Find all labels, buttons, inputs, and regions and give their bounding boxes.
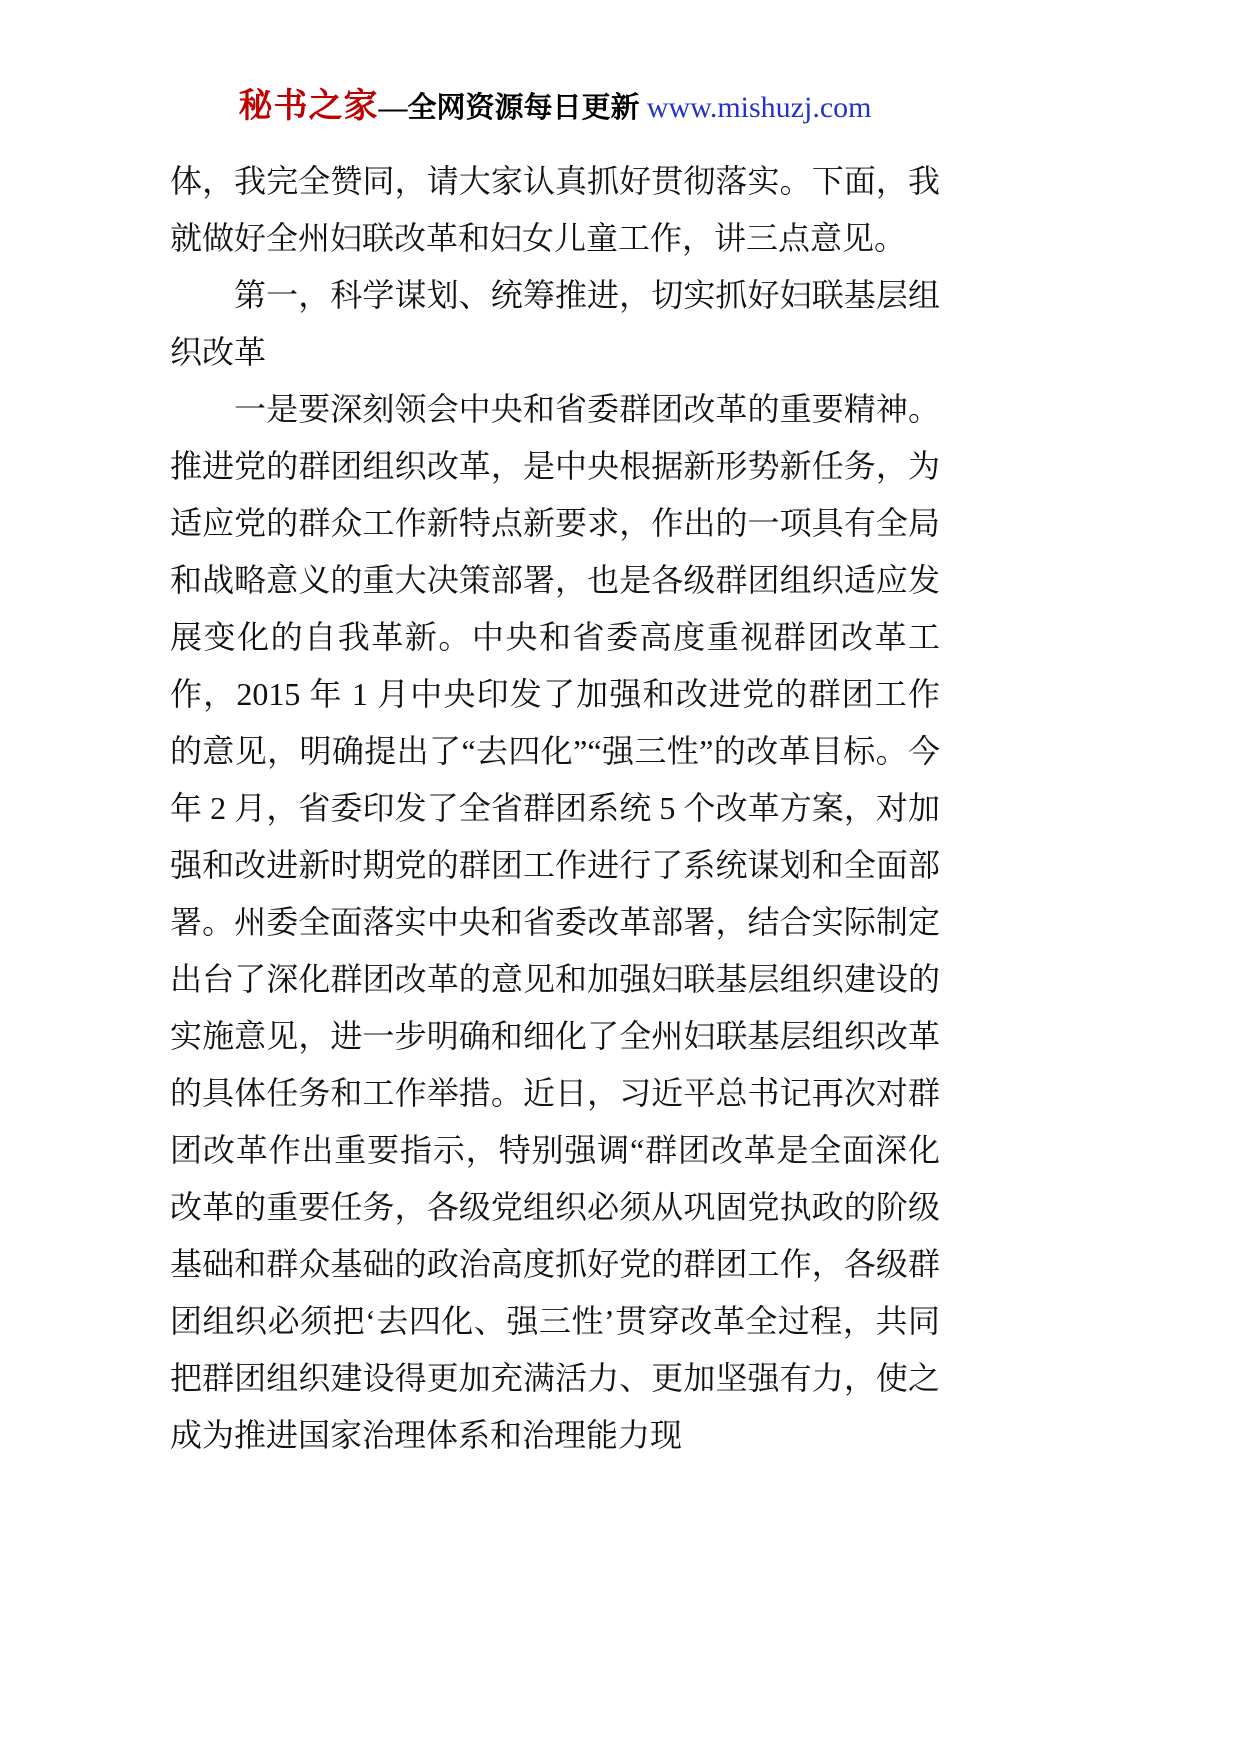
site-tagline: —全网资源每日更新 [378, 92, 647, 124]
paragraph-section-heading: 第一，科学谋划、统筹推进，切实抓好妇联基层组织改革 [170, 277, 940, 370]
site-header [170, 85, 940, 135]
document-body [170, 153, 940, 1464]
site-brand: 秘书之家 [238, 88, 379, 125]
site-url-link[interactable]: www.mishuzj.com [646, 91, 872, 124]
paragraph-body: 一是要深刻领会中央和省委群团改革的重要精神。推进党的群团组织改革，是中央根据新形势新任务，为适应党的群众工作新特点新要求，作出的一项具有全局和战略意义的重大决策部署，也是各级群团组织适应发展变化的自我革新。中央和省委高度重视群团改革工作，2015 年 1 月中央印发了加强和改进党的群团工作的意见，明确提出了“去四化”“强三性”的改革目标。今年 2 月，省委印发了全省群团系统 5 个改革方案，对加强和改进新时期党的群团工作进行了系统谋划和全面部署。州委全面落实中央和省委改革部署，结合实际制定出台了深化群团改革的意见和加强妇联基层组织建设的实施意见，进一步明确和细化了全州妇联基层组织改革的具体任务和工作举措。近日，习近平总书记再次对群团改革作出重要指示，特别强调“群团改革是全面深化改革的重要任务，各级党组织必须从巩固党执政的阶级基础和群众基础的政治高度抓好党的群团工作，各级群团组织必须把‘去四化、强三性’贯穿改革全过程，共同把群团组织建设得更加充满活力、更加坚强有力，使之成为推进国家治理体系和治理能力现 [170, 391, 940, 1453]
paragraph-continuation: 体，我完全赞同，请大家认真抓好贯彻落实。下面，我就做好全州妇联改革和妇女儿童工作，讲三点意见。 [170, 163, 940, 256]
